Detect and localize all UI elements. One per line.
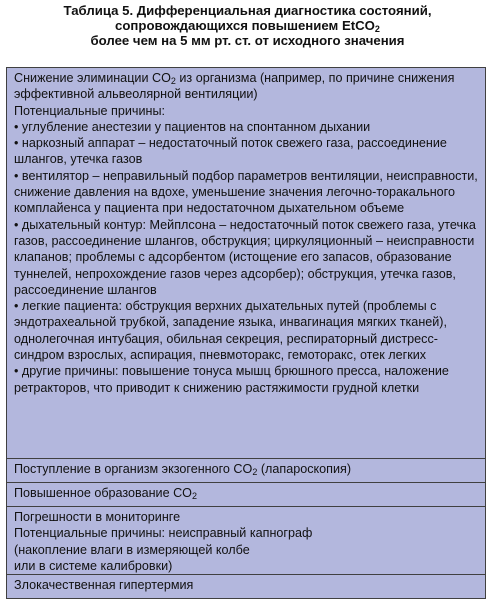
row-heading (14, 70, 478, 103)
row-monitoring-heading: Погрешности в мониторинге (14, 510, 181, 524)
row-heading-text: Снижение элиминации CO (14, 71, 171, 85)
co2-subscript: 2 (170, 76, 176, 86)
row-hyperthermia-text: Злокачественная гипертермия (14, 578, 194, 592)
caption-line-3: более чем на 5 мм рт. ст. от исходного значения (90, 33, 405, 48)
co2-subscript: 2 (191, 491, 197, 501)
table-row-production (6, 483, 486, 507)
co2-subscript: 2 (252, 467, 258, 477)
cause-ventilator: • вентилятор – неправильный подбор параметров вентиляции, неисправности, снижение давления на вдохе, уменьшение значения легочно-торакального комплайенса у пациента при недостаточном дыхательном объеме (14, 168, 478, 216)
row-monitoring-line-3: или в системе калибровки) (14, 558, 173, 573)
table-row-elimination (6, 68, 486, 459)
row-exogenous-rest: (лапароскопия) (257, 462, 352, 476)
row-monitoring-line-2: (накопление влаги в измеряющей колбе (14, 542, 250, 557)
table-row-monitoring (6, 507, 486, 575)
caption-line-2 (0, 18, 495, 33)
table-caption (0, 0, 495, 59)
table-row-hyperthermia (6, 575, 486, 599)
cause-anesthesia: • углубление анестезии у пациентов на спонтанном дыхании (14, 119, 371, 134)
row-exogenous-text: Поступление в организм экзогенного CO (14, 462, 253, 476)
caption-line-2-text: сопровождающихся повышением EtCO (115, 18, 375, 33)
row-production-text: Повышенное образование CO (14, 486, 192, 500)
row-monitoring-line-1: Потенциальные причины: неисправный капнограф (14, 526, 313, 541)
cause-anesthesia-machine: • наркозный аппарат – недостаточный поток свежего газа, рассоединение шлангов, утечка газов (14, 136, 447, 167)
causes-label: Потенциальные причины: (14, 103, 165, 118)
row-heading-rest: из организма (например, по причине снижения эффективной альвеолярной вентиляции) (14, 71, 455, 102)
diagnosis-table (6, 67, 486, 599)
caption-subscript: 2 (374, 24, 380, 34)
cause-breathing-circuit: • дыхательный контур: Мейплсона – недостаточный поток свежего газа, утечка газов, рассоединение шлангов, обструкция; циркуляционный – неисправности клапанов; проблемы с адсорбентом (истощение его запасов, образование туннелей, непрохождение газов через адсорбер); обструкция, утечка газов, рассоединение шлангов (14, 217, 476, 297)
table-row-exogenous (6, 459, 486, 483)
cause-other: • другие причины: повышение тонуса мышц брюшного пресса, наложение ретракторов, что приводит к снижению растяжимости грудной клетки (14, 364, 449, 395)
caption-line-1: Таблица 5. Дифференциальная диагностика состояний, (63, 3, 432, 18)
cause-patient-lungs: • легкие пациента: обструкция верхних дыхательных путей (проблемы с эндотрахеальной трубкой, западение языка, инвагинация мягких тканей), однолегочная интубация, обильная секреция, респираторный дистресс-синдром взрослых, аспирация, пневмоторакс, гемоторакс, отек легких (14, 299, 448, 363)
